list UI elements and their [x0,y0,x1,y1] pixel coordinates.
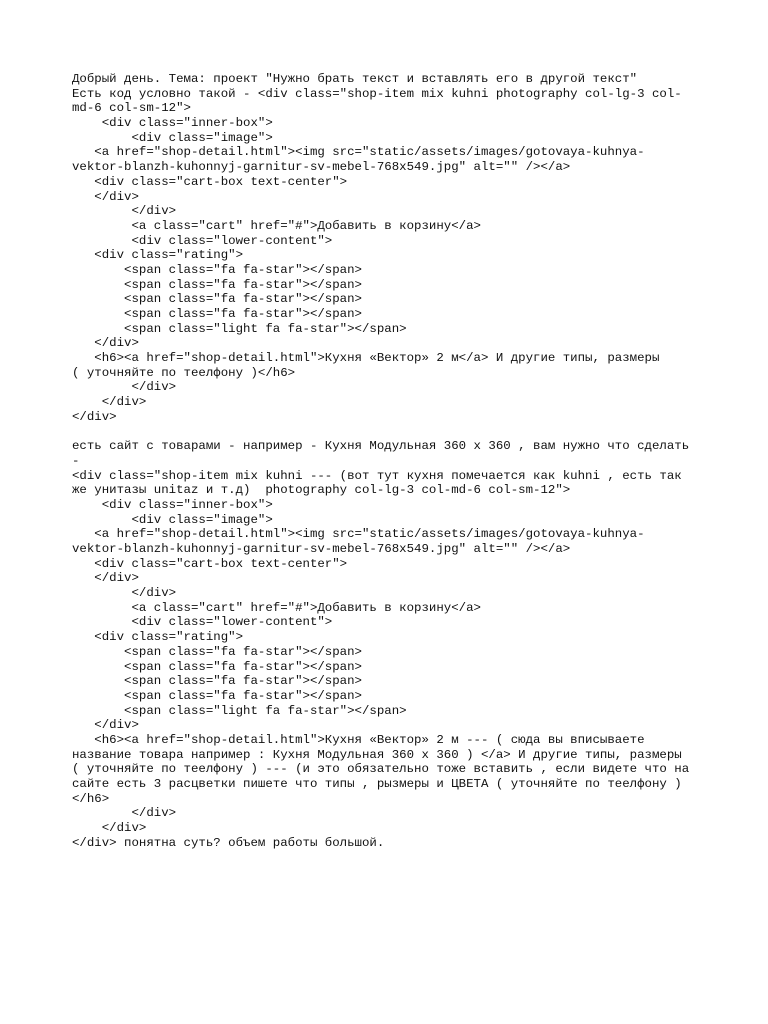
text-line: <h6><a href="shop-detail.html">Кухня «Вектор» 2 м</a> И другие типы, размеры [72,351,660,366]
text-line: <span class="fa fa-star"></span> [72,644,362,659]
text-line: </div> понятна суть? объем работы большой. [72,835,385,850]
text-line: <a class="cart" href="#">Добавить в корзину</a> [72,218,481,233]
text-line: </div> [72,718,139,733]
text-line: vektor-blanzh-kuhonnyj-garnitur-sv-mebel-768x549.jpg" alt="" /></a> [72,160,571,175]
text-line: </div> [72,571,139,586]
text-line: </h6> [72,791,110,806]
text-line: <div class="lower-content"> [72,615,333,630]
text-line: <a href="shop-detail.html"><img src="static/assets/images/gotovaya-kuhnya- [72,527,645,542]
text-line: <div class="shop-item mix kuhni --- (вот тут кухня помечается как kuhni , есть так [72,468,682,483]
text-line: <span class="light fa fa-star"></span> [72,321,407,336]
text-line: <span class="light fa fa-star"></span> [72,703,407,718]
text-line: <a href="shop-detail.html"><img src="static/assets/images/gotovaya-kuhnya- [72,145,645,160]
text-line: <span class="fa fa-star"></span> [72,307,362,321]
text-line: </div> [72,380,177,395]
text-line: </div> [72,821,147,836]
text-line: <div class="rating"> [72,630,244,645]
text-line: <span class="fa fa-star"></span> [72,688,362,703]
text-line: сайте есть 3 расцветки пишете что типы , рызмеры и ЦВЕТА ( уточняйте по теелфону ) [72,777,682,791]
text-line: md-6 col-sm-12"> [72,101,191,116]
text-line: ( уточняйте по теелфону )</h6> [72,365,296,380]
text-line: название товара например : Кухня Модульная 360 х 360 ) </a> И другие типы, размеры [72,747,682,762]
text-line: </div> [72,409,117,424]
document-page [72,72,712,850]
text-line: <div class="image"> [72,130,273,145]
text-line: же унитазы unitaz и т.д) photography col-lg-3 col-md-6 col-sm-12"> [72,483,571,498]
text-line: <span class="fa fa-star"></span> [72,262,362,277]
text-line: ( уточняйте по теелфону ) --- (и это обязательно тоже вставить , если видете что на [72,762,690,777]
text-line: - [72,453,80,468]
text-line: </div> [72,586,177,601]
text-line: <span class="fa fa-star"></span> [72,277,362,292]
text-line: <span class="fa fa-star"></span> [72,292,362,307]
text-line: Есть код условно такой - <div class="shop-item mix kuhni photography col-lg-3 col- [72,86,682,101]
text-line: <div class="inner-box"> [72,497,273,512]
text-line: <span class="fa fa-star"></span> [72,659,362,674]
text-line: <span class="fa fa-star"></span> [72,674,362,689]
text-line: </div> [72,189,139,204]
text-line: <div class="cart-box text-center"> [72,174,348,189]
text-line: </div> [72,204,177,219]
text-line: <a class="cart" href="#">Добавить в корзину</a> [72,600,481,615]
text-line: <div class="rating"> [72,248,244,263]
text-line: <h6><a href="shop-detail.html">Кухня «Вектор» 2 м --- ( сюда вы вписываете [72,732,645,747]
text-line: Добрый день. Тема: проект "Нужно брать текст и вставлять его в другой текст" [72,72,638,86]
text-line: </div> [72,395,147,410]
text-line [72,425,712,440]
text-line: <div class="lower-content"> [72,233,333,248]
text-line: есть сайт с товарами - например - Кухня Модульная 360 х 360 , вам нужно что сделать [72,439,690,454]
text-line: <div class="cart-box text-center"> [72,556,348,571]
text-line: <div class="image"> [72,512,273,527]
text-line: vektor-blanzh-kuhonnyj-garnitur-sv-mebel-768x549.jpg" alt="" /></a> [72,542,571,556]
text-line: </div> [72,806,177,821]
text-line: <div class="inner-box"> [72,116,273,131]
text-line: </div> [72,336,139,351]
